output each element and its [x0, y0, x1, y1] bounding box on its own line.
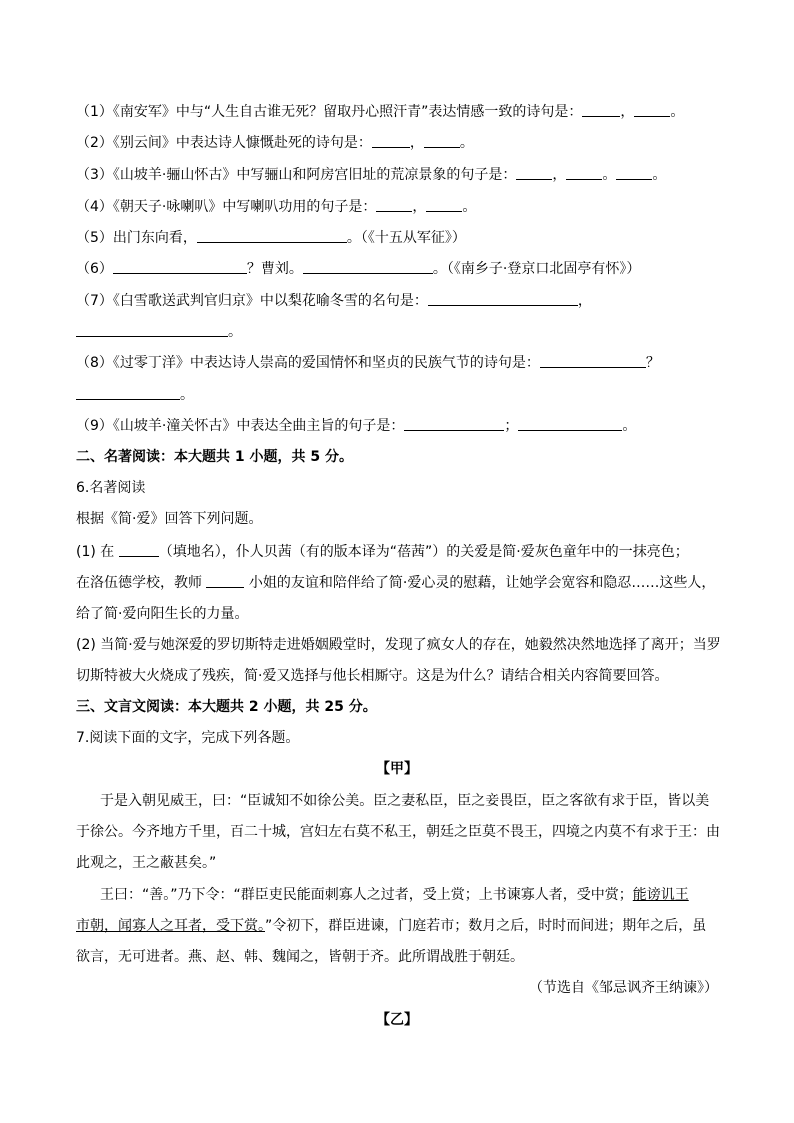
answer-blank[interactable]: [113, 259, 247, 274]
answer-blank[interactable]: [76, 322, 228, 337]
q6-part1-line1: (1) 在 （填地名），仆人贝茜（有的版本译为“蓓茜”）的关爱是简·爱灰色童年中的一抹亮色；: [76, 544, 689, 560]
answer-blank[interactable]: [404, 416, 504, 431]
answer-blank[interactable]: [206, 573, 244, 588]
answer-blank[interactable]: [634, 102, 670, 117]
q6-part1-line2: 在洛伍德学校，教师 小姐的友谊和陪伴给了简·爱心灵的慰藉，让她学会宽容和隐忍……这些人，: [76, 575, 716, 591]
answer-blank[interactable]: [518, 416, 622, 431]
poem-item-7-cont: 。: [76, 322, 242, 342]
answer-blank[interactable]: [516, 165, 552, 180]
passage-jia-line6: 欲言，无可进者。燕、赵、韩、魏闻之，皆朝于齐。此所谓战胜于朝廷。: [76, 949, 524, 965]
section-heading-3: 三、文言文阅读：本大题共 2 小题，共 25 分。: [76, 699, 377, 715]
question-6-intro: 根据《简·爱》回答下列问题。: [76, 511, 263, 527]
poem-item-9: （9）《山坡羊·潼关怀古》中表达全曲主旨的句子是： ； 。: [76, 418, 637, 434]
poem-item-2: （2）《别云间》中表达诗人慷慨赴死的诗句是： ， 。: [76, 135, 474, 151]
answer-blank[interactable]: [582, 102, 620, 117]
poem-item-1: （1）《南安军》中与“人生自古谁无死？留取丹心照汗青”表达情感一致的诗句是： ， 。: [76, 104, 685, 120]
passage-jia-title: 【甲】: [376, 761, 418, 777]
poem-item-5: （5）出门东向看， 。（《十五从军征》）: [76, 230, 466, 246]
question-7-title: 7.阅读下面的文字，完成下列各题。: [76, 730, 300, 746]
poem-item-8: （8）《过零丁洋》中表达诗人崇高的爱国情怀和坚贞的民族气节的诗句是： ？: [76, 355, 660, 371]
answer-blank[interactable]: [540, 353, 646, 368]
underlined-sentence: 市朝，闻寡人之耳者，受下赏。: [76, 918, 265, 934]
passage-source: （节选自《邹忌讽齐王纳谏》）: [529, 980, 718, 996]
q6-part2-line2: 切斯特被大火烧成了残疾，简·爱又选择与他长相厮守。这是为什么？请结合相关内容简要回答。: [76, 668, 669, 684]
answer-blank[interactable]: [303, 259, 433, 274]
answer-blank[interactable]: [424, 133, 460, 148]
answer-blank[interactable]: [76, 385, 180, 400]
poem-item-7: （7）《白雪歌送武判官归京》中以梨花喻冬雪的名句是： ，: [76, 293, 592, 309]
poem-item-8-cont: 。: [76, 385, 194, 405]
passage-jia-line3: 此观之，王之蔽甚矣。”: [76, 855, 217, 871]
answer-blank[interactable]: [566, 165, 602, 180]
section-heading-2: 二、名著阅读：本大题共 1 小题，共 5 分。: [76, 449, 353, 465]
poem-item-6: （6） ？曹刘。 。（《南乡子·登京口北固亭有怀》）: [76, 261, 641, 277]
answer-blank[interactable]: [428, 291, 578, 306]
underlined-sentence: 能谤讥王: [632, 887, 689, 903]
answer-blank[interactable]: [197, 228, 347, 243]
passage-jia-line2: 于徐公。今齐地方千里，百二十城，宫妇左右莫不私王，朝廷之臣莫不畏王，四境之内莫不有求于王：由: [76, 824, 720, 840]
answer-blank[interactable]: [376, 197, 412, 212]
poem-item-4: （4）《朝天子·咏喇叭》中写喇叭功用的句子是： ， 。: [76, 199, 477, 215]
answer-blank[interactable]: [426, 197, 462, 212]
poem-item-3: （3）《山坡羊·骊山怀古》中写骊山和阿房宫旧址的荒凉景象的句子是： ， 。 。: [76, 167, 667, 183]
answer-blank[interactable]: [616, 165, 652, 180]
q6-part1-line3: 给了简·爱向阳生长的力量。: [76, 606, 249, 622]
question-6-title: 6.名著阅读: [76, 480, 146, 496]
passage-jia-line4: 王曰：“善。”乃下令：“群臣吏民能面刺寡人之过者，受上赏；上书谏寡人者，受中赏；能谤讥王: [100, 887, 689, 903]
q6-part2-line1: (2) 当简·爱与她深爱的罗切斯特走进婚姻殿堂时，发现了疯女人的存在，她毅然决然地选择了离开；当罗: [76, 637, 721, 653]
passage-yi-title: 【乙】: [376, 1012, 418, 1028]
passage-jia-line1: 于是入朝见威王，曰：“臣诚知不如徐公美。臣之妻私臣，臣之妾畏臣，臣之客欲有求于臣，皆以美: [100, 793, 710, 809]
answer-blank[interactable]: [372, 133, 410, 148]
answer-blank[interactable]: [119, 542, 159, 557]
passage-jia-line5: 市朝，闻寡人之耳者，受下赏。”令初下，群臣进谏，门庭若市；数月之后，时时而间进；期年之后，虽: [76, 918, 707, 934]
